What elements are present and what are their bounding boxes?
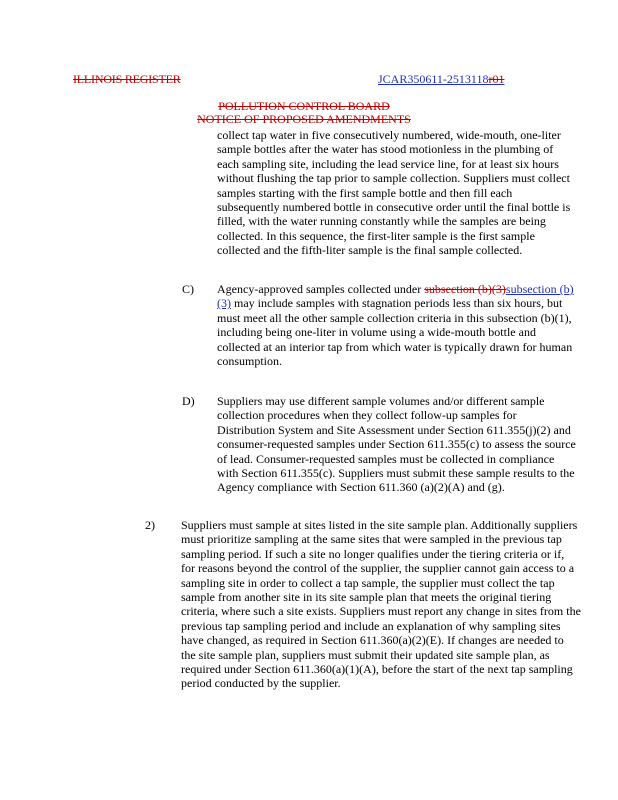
item-c-inserted: subsection (b)(3) [217, 282, 574, 311]
jcar-reference-old: r01 [488, 72, 505, 86]
item-c-text [217, 282, 577, 368]
item-d-label: D) [182, 394, 195, 408]
continued-paragraph: collect tap water in five consecutively numbered, wide-mouth, one-liter sample bottles after the water has stood motionless in the plumbing of each sampling site, including the lead service line, for at least six hours without flushing the tap prior to sample collection. Suppliers must collect samples starting with the first sample bottle and then fill each subsequently numbered bottle in consecutive order until the final bottle is filled, with the water running constantly while the samples are being collected. In this sequence, the first-liter sample is the first sample collected and the fifth-liter sample is the final sample collected. [217, 128, 571, 258]
page-title [104, 100, 504, 126]
item-c-label: C) [182, 282, 194, 296]
title-line-1: POLLUTION CONTROL BOARD [218, 99, 390, 113]
jcar-reference[interactable] [378, 72, 504, 87]
item-c-text-part2: may include samples with stagnation periods less than six hours, but must meet all the other sample collection criteria in this subsection (b)(1), including being one-liter in volume using a wide-mouth bottle and collected at an interior tap from which water is typically drawn for human consumption. [217, 296, 573, 369]
item-c-text-part1: Agency-approved samples collected under [217, 282, 425, 296]
item-2-text: Suppliers must sample at sites listed in the site sample plan. Additionally suppliers must prioritize sampling at the same sites that were sampled in the previous tap sampling period. If such a site no longer qualifies under the tiering criteria or if, for reasons beyond the control of the supplier, the supplier cannot gain access to a sampling site in order to collect a tap sample, the supplier must collect the tap sample from another site in its site sample plan that meets the original tiering criteria, where such a site exists. Suppliers must report any change in sites from the previous tap sampling period and include an explanation of why sampling sites have changed, as required in Section 611.360(a)(2)(E). If changes are needed to the site sample plan, suppliers must submit their updated site sample plan, as required under Section 611.360(a)(1)(A), before the start of the next tap sampling period conducted by the supplier. [181, 518, 581, 691]
item-d-text: Suppliers may use different sample volumes and/or different sample collection procedures when they collect follow-up samples for Distribution System and Site Assessment under Section 611.355(j)(2) and consumer-requested samples under Section 611.355(c) to assess the source of lead. Consumer-requested samples must be collected in compliance with Section 611.355(c). Suppliers must submit these sample results to the Agency compliance with Section 611.360 (a)(2)(A) and (g). [217, 394, 576, 495]
item-c-deleted: subsection (b)(3) [424, 282, 506, 296]
item-2-label: 2) [145, 518, 155, 532]
jcar-reference-new: JCAR350611-2513118 [378, 72, 489, 86]
title-line-2: NOTICE OF PROPOSED AMENDMENTS [197, 112, 411, 126]
register-header: ILLINOIS REGISTER [73, 72, 181, 86]
